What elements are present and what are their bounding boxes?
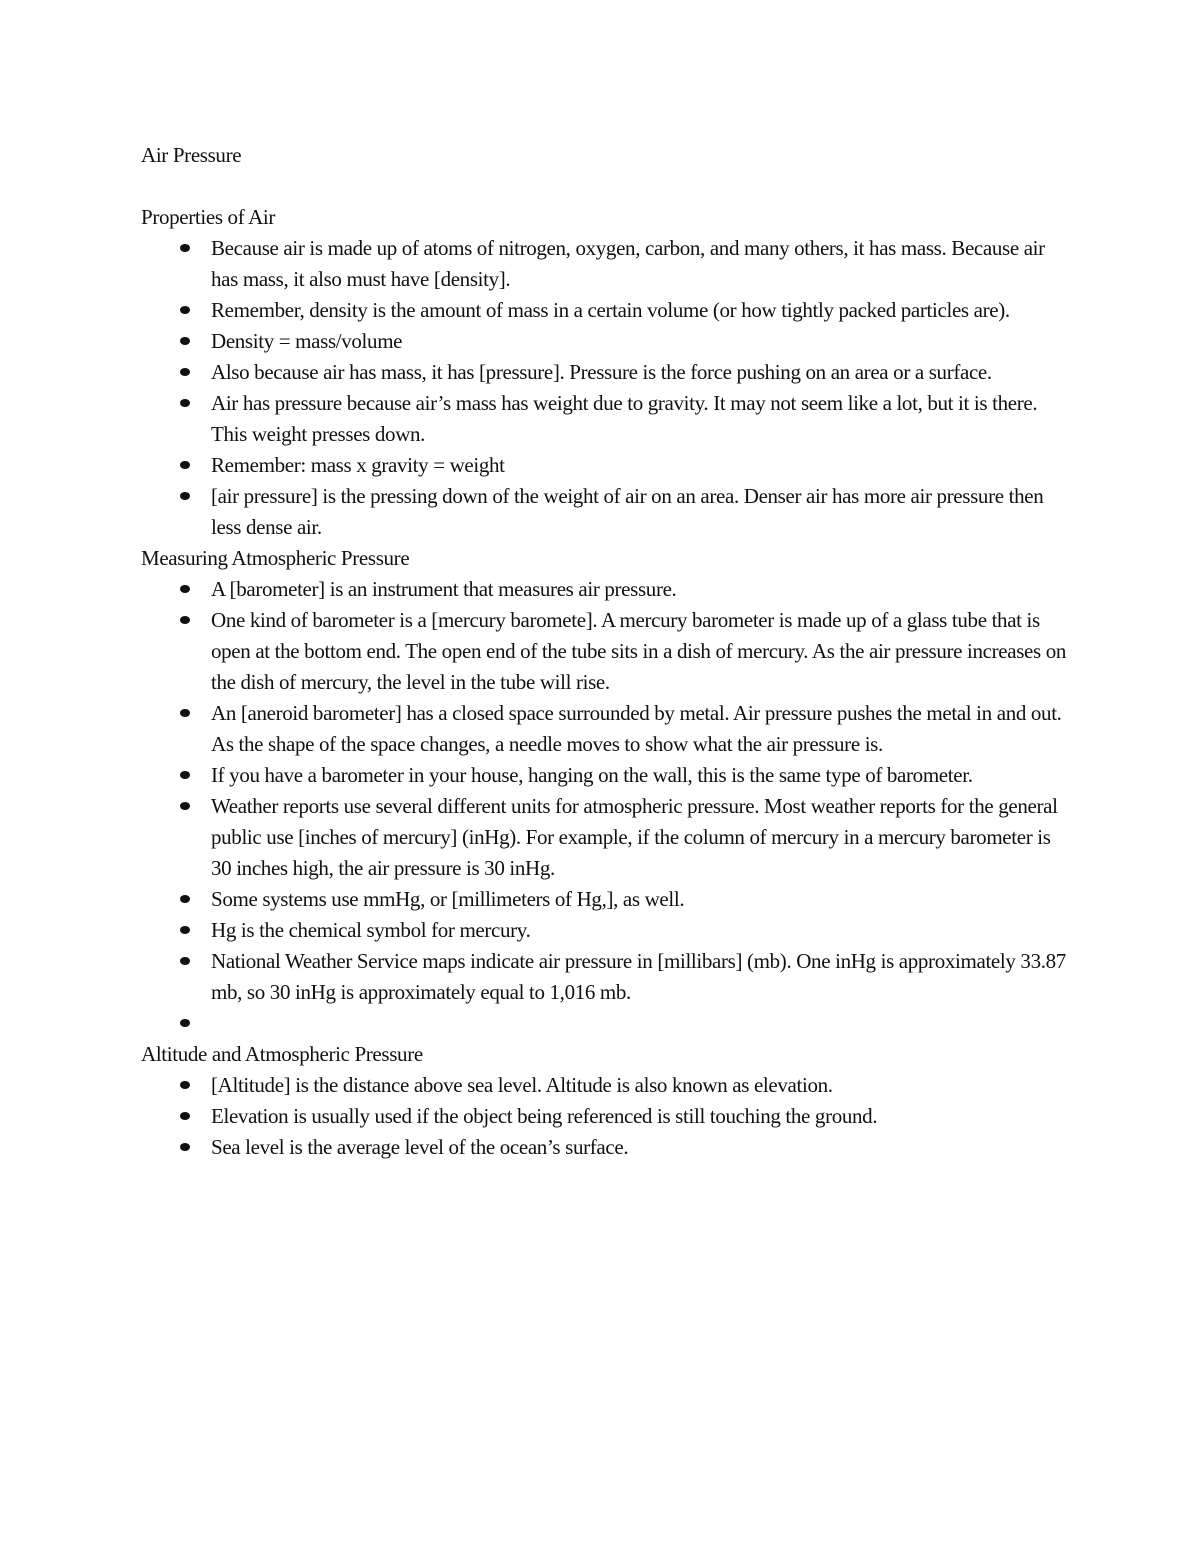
list-item bbox=[211, 357, 1071, 388]
list-item bbox=[211, 915, 1071, 946]
bullet-list-measuring-atmospheric-pressure bbox=[141, 574, 1071, 1039]
list-item bbox=[211, 233, 1071, 295]
list-item-text: National Weather Service maps indicate air pressure in [millibars] (mb). One inHg is approximately 33.87 mb, so 30 inHg is approximately equal to 1,016 mb. bbox=[211, 949, 1066, 1004]
list-item-text: Some systems use mmHg, or [millimeters of Hg,], as well. bbox=[211, 887, 685, 911]
list-item bbox=[211, 698, 1071, 760]
list-item-text: If you have a barometer in your house, hanging on the wall, this is the same type of barometer. bbox=[211, 763, 973, 787]
list-item-text: Sea level is the average level of the ocean’s surface. bbox=[211, 1135, 629, 1159]
list-item bbox=[211, 1070, 1071, 1101]
list-item bbox=[211, 326, 1071, 357]
list-item bbox=[211, 791, 1071, 884]
bullet-icon bbox=[180, 368, 190, 376]
bullet-icon bbox=[180, 802, 190, 810]
list-item-text: Remember, density is the amount of mass in a certain volume (or how tightly packed particles are). bbox=[211, 298, 1010, 322]
bullet-icon bbox=[180, 709, 190, 717]
list-item bbox=[211, 388, 1071, 450]
list-item-text: Air has pressure because air’s mass has weight due to gravity. It may not seem like a lot, but it is there. This weight presses down. bbox=[211, 391, 1038, 446]
blank-line bbox=[141, 171, 1071, 202]
bullet-icon bbox=[180, 926, 190, 934]
list-item bbox=[211, 295, 1071, 326]
list-item bbox=[211, 1101, 1071, 1132]
list-item-text: One kind of barometer is a [mercury baromete]. A mercury barometer is made up of a glass tube that is open at the bottom end. The open end of the tube sits in a dish of mercury. As the air pressure increases on the dish of mercury, the level in the tube will rise. bbox=[211, 608, 1067, 694]
section-heading-measuring-atmospheric-pressure: Measuring Atmospheric Pressure bbox=[141, 546, 410, 570]
list-item-text: [Altitude] is the distance above sea level. Altitude is also known as elevation. bbox=[211, 1073, 833, 1097]
bullet-icon bbox=[180, 1112, 190, 1120]
list-item bbox=[211, 481, 1071, 543]
list-item-empty bbox=[211, 1008, 1071, 1039]
section-heading-altitude-and-atmospheric-pressure: Altitude and Atmospheric Pressure bbox=[141, 1042, 423, 1066]
list-item-text: Remember: mass x gravity = weight bbox=[211, 453, 505, 477]
bullet-icon bbox=[180, 461, 190, 469]
list-item-text: Because air is made up of atoms of nitrogen, oxygen, carbon, and many others, it has mass. Because air has mass, it also must have [density]. bbox=[211, 236, 1045, 291]
bullet-icon bbox=[180, 1019, 190, 1027]
list-item bbox=[211, 884, 1071, 915]
list-item bbox=[211, 574, 1071, 605]
list-item bbox=[211, 760, 1071, 791]
list-item bbox=[211, 605, 1071, 698]
list-item-text: Weather reports use several different units for atmospheric pressure. Most weather reports for the general public use [inches of mercury] (inHg). For example, if the column of mercury in a mercury barometer is 30 inches high, the air pressure is 30 inHg. bbox=[211, 794, 1058, 880]
list-item-text: [air pressure] is the pressing down of the weight of air on an area. Denser air has more air pressure then less dense air. bbox=[211, 484, 1044, 539]
bullet-icon bbox=[180, 1143, 190, 1151]
bullet-icon bbox=[180, 771, 190, 779]
bullet-icon bbox=[180, 1081, 190, 1089]
list-item-text: Hg is the chemical symbol for mercury. bbox=[211, 918, 531, 942]
bullet-list-altitude-and-atmospheric-pressure bbox=[141, 1070, 1071, 1163]
bullet-icon bbox=[180, 337, 190, 345]
document-title: Air Pressure bbox=[141, 143, 242, 167]
bullet-icon bbox=[180, 399, 190, 407]
section-heading-properties-of-air: Properties of Air bbox=[141, 205, 276, 229]
bullet-icon bbox=[180, 957, 190, 965]
bullet-icon bbox=[180, 492, 190, 500]
list-item-text: A [barometer] is an instrument that measures air pressure. bbox=[211, 577, 677, 601]
bullet-icon bbox=[180, 306, 190, 314]
bullet-icon bbox=[180, 616, 190, 624]
document-body bbox=[141, 140, 1071, 1163]
list-item bbox=[211, 946, 1071, 1008]
list-item-text: Density = mass/volume bbox=[211, 329, 403, 353]
list-item-text: Elevation is usually used if the object being referenced is still touching the ground. bbox=[211, 1104, 878, 1128]
list-item-text: An [aneroid barometer] has a closed space surrounded by metal. Air pressure pushes the metal in and out. As the shape of the space changes, a needle moves to show what the air pressure is. bbox=[211, 701, 1062, 756]
list-item-text: Also because air has mass, it has [pressure]. Pressure is the force pushing on an area or a surface. bbox=[211, 360, 992, 384]
bullet-list-properties-of-air bbox=[141, 233, 1071, 543]
list-item bbox=[211, 450, 1071, 481]
bullet-icon bbox=[180, 585, 190, 593]
bullet-icon bbox=[180, 244, 190, 252]
list-item bbox=[211, 1132, 1071, 1163]
bullet-icon bbox=[180, 895, 190, 903]
